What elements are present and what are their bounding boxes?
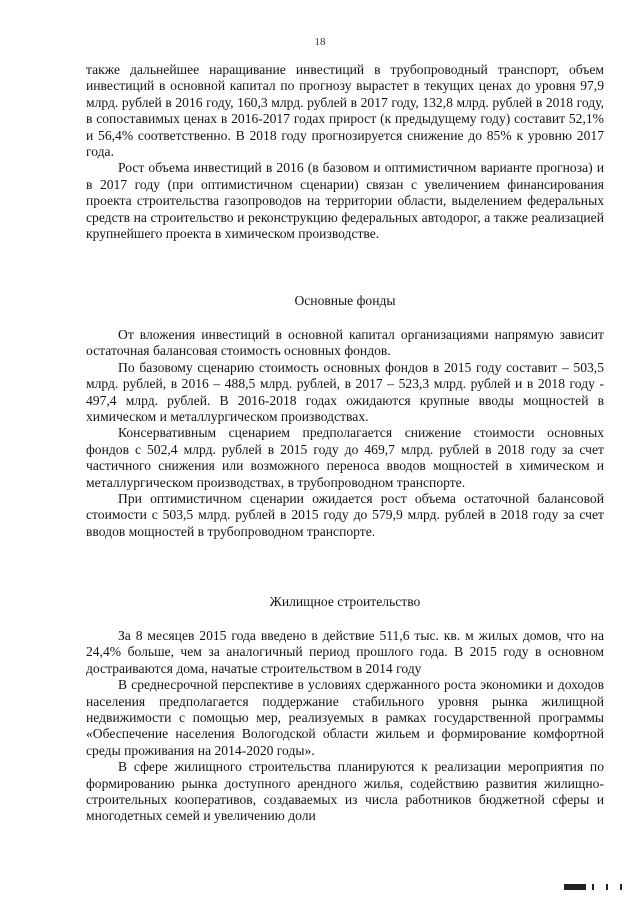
paragraph: Рост объема инвестиций в 2016 (в базовом и оптимистичном варианте прогноза) и в 2017 году (при оптимистичном сценарии) связан с увеличением финансирования проекта строительства газопроводов на территории области, выделением федеральных средств на строительство и реконструкцию федеральных автодорог, а также реализацией крупнейшего проекта в химическом производстве. bbox=[86, 160, 604, 242]
scan-artifact bbox=[592, 884, 594, 890]
paragraph: Консервативным сценарием предполагается снижение стоимости основных фондов с 502,4 млрд. рублей в 2015 году до 469,7 млрд. рублей в 2018 году за счет частичного снижения или возможного переноса вводов мощностей в химическом и металлургическом производствах, в трубопроводном транспорте. bbox=[86, 425, 604, 490]
paragraph: В среднесрочной перспективе в условиях сдержанного роста экономики и доходов населения предполагается поддержание стабильного уровня рынка жилищной недвижимости с помощью мер, реализуемых в рамках государственной программы «Обеспечение населения Вологодской области жильем и формирование комфортной среды проживания на 2014-2020 годы». bbox=[86, 677, 604, 758]
section-heading-fixed-assets: Основные фонды bbox=[294, 293, 396, 308]
paragraph: При оптимистичном сценарии ожидается рост объема остаточной балансовой стоимости с 503,5 млрд. рублей в 2015 году до 579,9 млрд. рублей в 2018 году за счет вводов мощностей в трубопроводном транспорте. bbox=[86, 491, 604, 539]
section-heading-housing: Жилищное строительство bbox=[269, 594, 421, 609]
paragraph: За 8 месяцев 2015 года введено в действие 511,6 тыс. кв. м жилых домов, что на 24,4% больше, чем за аналогичный период прошлого года. В 2015 году в основном достраиваются дома, начатые строительством в 2014 году bbox=[86, 628, 604, 676]
paragraph: По базовому сценарию стоимость основных фондов в 2015 году составит – 503,5 млрд. рублей, в 2016 – 488,5 млрд. рублей, в 2017 – 523,3 млрд. рублей и в 2018 году - 497,4 млрд. рублей. В 2016-2018 годах ожидаются крупные вводы мощностей в химическом и металлургическом производствах. bbox=[86, 359, 604, 425]
paragraph: также дальнейшее наращивание инвестиций в трубопроводный транспорт, объем инвестиций в основной капитал по прогнозу вырастет в текущих ценах до уровня 97,9 млрд. рублей в 2016 году, 160,3 млрд. рублей в 2017 году, 132,8 млрд. рублей в 2018 году, в сопоставимых ценах в 2016-2017 годах прирост (к предыдущему году) составит 52,1% и 56,4% соответственно. В 2018 году прогнозируется снижение до 85% к уровню 2017 года. bbox=[86, 62, 604, 160]
fixed-assets-text bbox=[86, 327, 604, 540]
scan-artifact bbox=[620, 884, 622, 890]
paragraph: В сфере жилищного строительства планируются к реализации мероприятия по формированию рынка доступного арендного жилья, содействию развития жилищно-строительных кооперативов, создаваемых из числа работников бюджетной сферы и многодетных семей и увеличению доли bbox=[86, 759, 604, 824]
paragraph: От вложения инвестиций в основной капитал организациями напрямую зависит остаточная балансовая стоимость основных фондов. bbox=[86, 327, 604, 359]
housing-text bbox=[86, 628, 604, 825]
intro-text bbox=[86, 62, 604, 242]
scan-artifact bbox=[606, 884, 608, 890]
scan-artifact bbox=[564, 884, 586, 890]
page-number: 18 bbox=[314, 36, 326, 48]
